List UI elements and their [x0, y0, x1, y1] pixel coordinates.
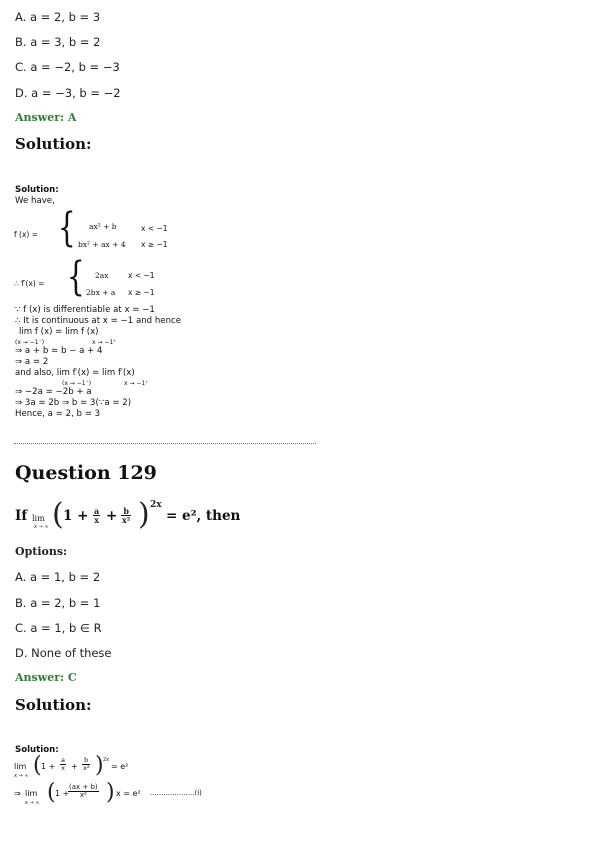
solution-conclusion: Hence, a = 2, b = 3 [15, 409, 101, 419]
right-paren: ) [106, 780, 115, 805]
solution-line: ∴ It is continuous at x = −1 and hence [15, 316, 182, 326]
f-case1-cond: x < −1 [141, 224, 168, 233]
option-b: B. a = 2, b = 1 [15, 596, 101, 610]
left-paren: ( [52, 497, 64, 532]
divider [14, 443, 316, 444]
solution-step: ⇒ a = 2 [15, 357, 49, 367]
equation-ref: ....................(i) [150, 789, 202, 797]
options-label: Options: [15, 545, 68, 558]
option-a: A. a = 2, b = 3 [15, 10, 101, 24]
answer-label: Answer: A [15, 111, 77, 124]
exponent: 2x [150, 500, 162, 510]
question-title: Question 129 [15, 462, 157, 484]
option-a: A. a = 1, b = 2 [15, 570, 101, 584]
lim-subscript: x → ∞ [34, 524, 49, 530]
plus-sign: + [106, 508, 118, 524]
fp-case2-expr: 2bx + a [86, 288, 116, 297]
limit-subscript: x → −1⁺ [92, 339, 117, 346]
left-brace: { [66, 254, 85, 300]
fp-case1-cond: x < −1 [128, 271, 155, 280]
f-case2-expr: bx² + ax + 4 [78, 240, 126, 249]
f-case1-expr: ax² + b [89, 222, 117, 231]
f-case2-cond: x ≥ −1 [141, 240, 168, 249]
lim-text: lim [14, 762, 27, 771]
fraction-a-over-x: $\frac{a}{x}$ [94, 506, 100, 525]
lim-subscript: x → ∞ [25, 800, 40, 806]
limit-subscript: (x → −1⁻) [15, 339, 45, 346]
fp-case2-cond: x ≥ −1 [128, 288, 155, 297]
equals-e2: = e² [111, 762, 129, 771]
right-paren: ) [138, 497, 150, 532]
fraction-b-over-x2: $\frac{b}{\text{x²}}$ [83, 756, 90, 772]
fraction-a-over-x: $\frac{a}{x}$ [61, 756, 65, 772]
solution-step: ⇒ −2a = −2b + a [15, 387, 92, 397]
solution-heading: Solution: [15, 696, 92, 714]
limit-subscript: x → −1⁺ [124, 380, 149, 387]
left-paren: ( [47, 780, 56, 805]
solution-step: ⇒ 3a = 2b ⇒ b = 3(∵a = 2) [15, 398, 132, 408]
option-c: C. a = 1, b ∈ R [15, 621, 102, 635]
solution-line: ∵ f (x) is differentiable at x = −1 [15, 305, 155, 315]
we-have-text: We have, [15, 196, 55, 206]
f-label: f (x) = [14, 230, 38, 239]
one-plus: 1 + [63, 508, 89, 524]
fp-case1-expr: 2ax [95, 271, 109, 280]
implies-arrow: ⇒ [14, 789, 21, 798]
solution-heading: Solution: [15, 135, 92, 153]
lim-text: lim [32, 514, 45, 523]
option-d: D. None of these [15, 646, 112, 660]
option-b: B. a = 3, b = 2 [15, 35, 101, 49]
rhs-text: = e², then [166, 508, 241, 524]
answer-label: Answer: C [15, 671, 77, 684]
limit-subscript: (x → −1⁻) [62, 380, 92, 387]
solution-step: ⇒ a + b = b − a + 4 [15, 346, 103, 356]
solution-label: Solution: [15, 745, 59, 755]
one-plus: 1 + [41, 762, 56, 771]
fraction-ax-b-over-x2: $\frac{(ax + b)}{\text{x²}}$ [69, 783, 98, 799]
limit-equation: lim f (x) = lim f (x) [19, 327, 99, 337]
limit-equation: and also, lim f′(x) = lim f′(x) [15, 368, 135, 378]
left-paren: ( [33, 753, 42, 778]
fraction-b-over-x2: $\frac{b}{\text{x²}}$ [122, 506, 131, 525]
left-brace: { [57, 205, 76, 251]
lim-subscript: x → ∞ [14, 773, 29, 779]
x-equals-e2: x = e² [116, 789, 141, 798]
plus-sign: + [71, 762, 78, 771]
exponent: 2x [103, 757, 110, 763]
option-d: D. a = −3, b = −2 [15, 86, 121, 100]
lim-text: lim [25, 789, 38, 798]
one-plus: 1 + [55, 789, 70, 798]
fprime-label: ∴ f′(x) = [14, 279, 45, 288]
solution-label: Solution: [15, 185, 59, 195]
option-c: C. a = −2, b = −3 [15, 60, 120, 74]
right-paren: ) [95, 753, 104, 778]
if-text: If [15, 508, 28, 524]
